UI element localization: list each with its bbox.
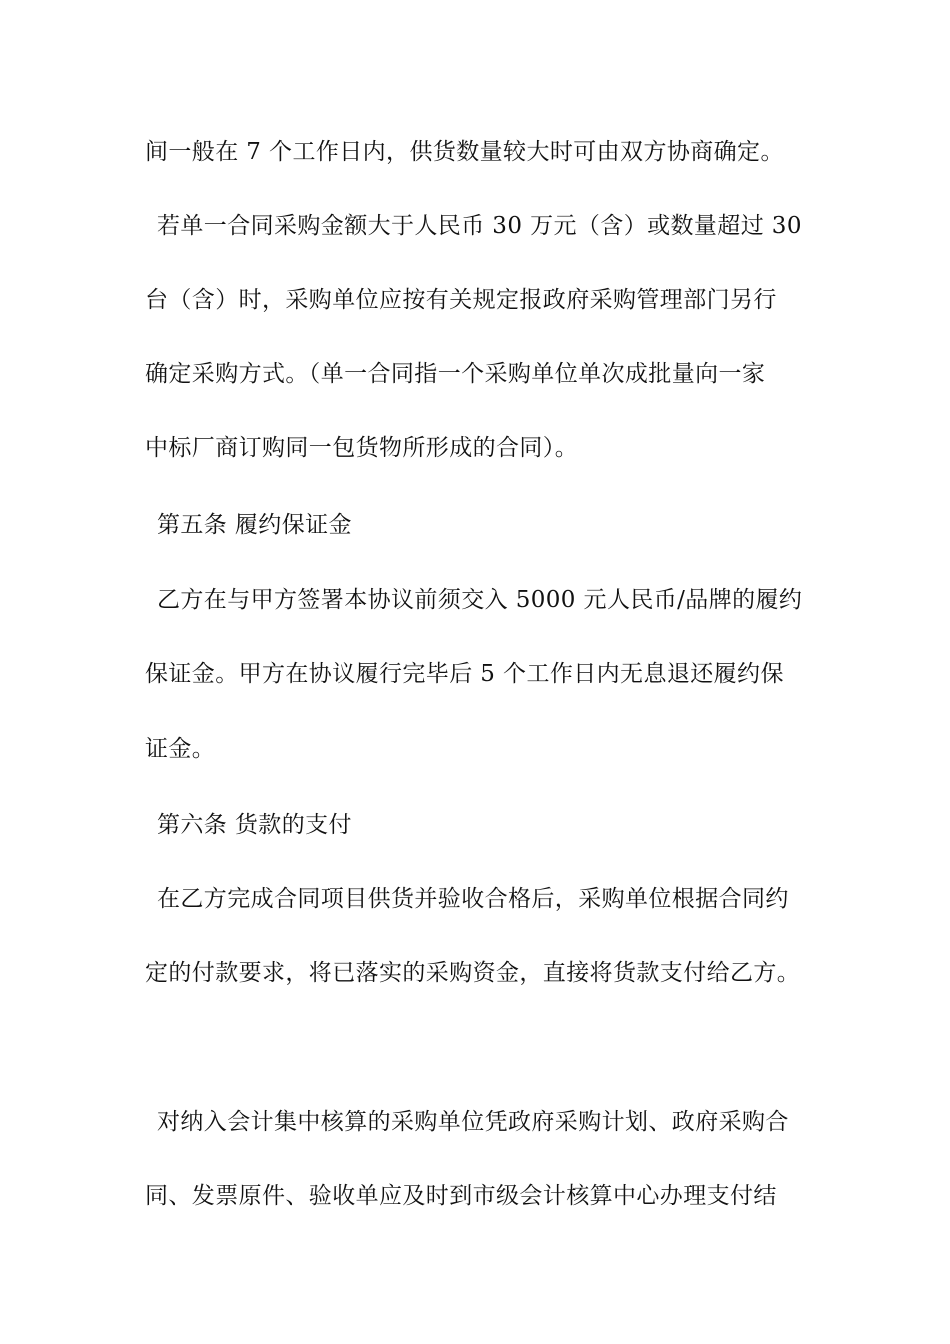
section-heading: 第六条 货款的支付 (157, 812, 352, 838)
text-line: 若单一合同采购金额大于人民币 30 万元（含）或数量超过 30 (157, 213, 802, 239)
text-line: 在乙方完成合同项目供货并验收合格后，采购单位根据合同约 (157, 886, 789, 912)
text-line: 同、发票原件、验收单应及时到市级会计核算中心办理支付结 (145, 1183, 777, 1209)
section-heading: 第五条 履约保证金 (157, 512, 352, 538)
text-line: 保证金。甲方在协议履行完毕后 5 个工作日内无息退还履约保 (145, 661, 784, 687)
text-line: 中标厂商订购同一包货物所形成的合同）。 (145, 435, 579, 461)
text-line: 确定采购方式。（单一合同指一个采购单位单次成批量向一家 (145, 361, 766, 387)
text-line: 乙方在与甲方签署本协议前须交入 5000 元人民币/品牌的履约 (157, 587, 803, 613)
text-line: 间一般在 7 个工作日内，供货数量较大时可由双方协商确定。 (145, 139, 784, 165)
text-line: 台（含）时，采购单位应按有关规定报政府采购管理部门另行 (145, 287, 777, 313)
text-line: 定的付款要求，将已落实的采购资金，直接将货款支付给乙方。 (145, 960, 801, 986)
text-line: 证金。 (145, 736, 216, 762)
text-line: 对纳入会计集中核算的采购单位凭政府采购计划、政府采购合 (157, 1109, 789, 1135)
